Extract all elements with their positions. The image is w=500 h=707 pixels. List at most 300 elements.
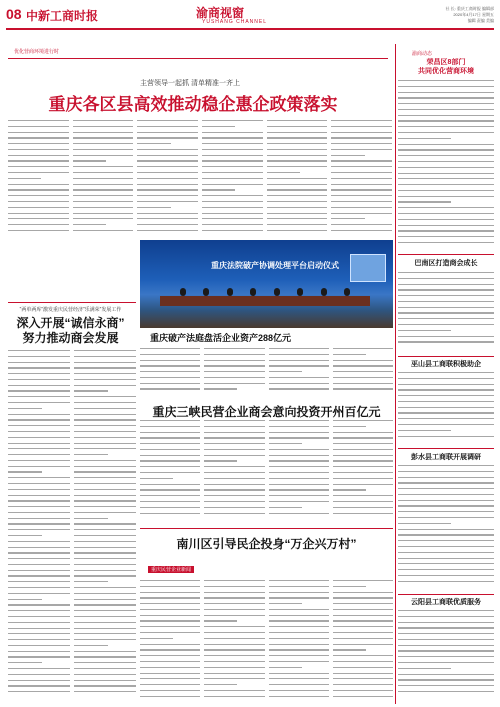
text-line bbox=[8, 570, 70, 571]
text-line bbox=[8, 201, 69, 202]
text-line bbox=[333, 495, 393, 496]
text-line bbox=[269, 432, 329, 433]
text-line bbox=[398, 295, 494, 296]
text-line bbox=[204, 690, 264, 691]
text-line bbox=[333, 655, 393, 656]
text-line bbox=[204, 513, 264, 514]
text-line bbox=[140, 432, 200, 433]
text-line bbox=[267, 224, 328, 225]
text-line bbox=[8, 575, 70, 576]
text-line bbox=[8, 535, 42, 536]
text-line bbox=[140, 513, 200, 514]
text-line bbox=[140, 673, 200, 674]
text-line bbox=[204, 443, 264, 444]
text-line bbox=[74, 593, 136, 594]
text-line bbox=[8, 622, 70, 623]
text-line bbox=[140, 661, 200, 662]
text-line bbox=[8, 587, 70, 588]
text-line bbox=[8, 489, 70, 490]
text-line bbox=[398, 132, 494, 133]
text-line bbox=[8, 230, 69, 231]
text-line bbox=[333, 466, 393, 467]
text-line bbox=[331, 166, 392, 167]
text-line bbox=[74, 350, 136, 351]
text-line bbox=[269, 609, 329, 610]
text-line bbox=[74, 460, 136, 461]
text-line bbox=[74, 495, 136, 496]
text-line bbox=[269, 615, 329, 616]
text-line bbox=[8, 529, 70, 530]
text-line bbox=[398, 691, 494, 692]
text-line bbox=[8, 668, 70, 669]
text-line bbox=[269, 626, 329, 627]
text-line bbox=[269, 365, 329, 366]
text-line bbox=[267, 126, 328, 127]
text-line bbox=[202, 160, 263, 161]
text-line bbox=[398, 436, 494, 437]
text-line bbox=[333, 478, 393, 479]
text-line bbox=[204, 667, 264, 668]
text-line bbox=[398, 668, 451, 669]
text-line bbox=[140, 443, 200, 444]
text-line bbox=[74, 564, 136, 565]
text-line bbox=[8, 218, 69, 219]
text-line bbox=[204, 655, 264, 656]
text-line bbox=[269, 348, 329, 349]
text-line bbox=[8, 224, 69, 225]
right-rule bbox=[398, 594, 494, 595]
text-line bbox=[140, 649, 200, 650]
text-line bbox=[8, 547, 70, 548]
text-column bbox=[137, 120, 198, 238]
text-line bbox=[140, 377, 200, 378]
text-line bbox=[331, 224, 392, 225]
text-line bbox=[140, 638, 173, 639]
text-line bbox=[267, 201, 328, 202]
text-line bbox=[398, 465, 494, 466]
text-line bbox=[333, 484, 393, 485]
text-line bbox=[398, 144, 494, 145]
text-line bbox=[204, 638, 264, 639]
text-line bbox=[398, 575, 494, 576]
text-line bbox=[204, 489, 264, 490]
text-line bbox=[269, 360, 329, 361]
masthead-info bbox=[294, 6, 494, 24]
text-line bbox=[204, 354, 264, 355]
right-item2-body bbox=[398, 272, 494, 352]
right-item5-body bbox=[398, 610, 494, 702]
text-line bbox=[331, 184, 392, 185]
text-line bbox=[74, 639, 136, 640]
section-tag-left: 优化营商环境进行时 bbox=[14, 49, 60, 55]
text-line bbox=[202, 126, 235, 127]
text-line bbox=[74, 489, 136, 490]
text-line bbox=[398, 120, 494, 121]
text-line bbox=[8, 367, 70, 368]
text-line bbox=[202, 143, 263, 144]
text-line bbox=[8, 149, 69, 150]
text-column bbox=[8, 120, 69, 238]
text-line bbox=[267, 189, 328, 190]
text-line bbox=[74, 662, 136, 663]
text-line bbox=[331, 213, 392, 214]
text-line bbox=[398, 488, 494, 489]
text-line bbox=[331, 126, 392, 127]
text-line bbox=[202, 195, 263, 196]
text-line bbox=[73, 143, 134, 144]
text-line bbox=[398, 213, 494, 214]
text-line bbox=[74, 437, 136, 438]
text-line bbox=[73, 172, 134, 173]
text-line bbox=[269, 661, 329, 662]
text-line bbox=[74, 656, 136, 657]
text-line bbox=[398, 230, 494, 231]
text-column bbox=[269, 580, 329, 702]
text-line bbox=[74, 610, 136, 611]
text-line bbox=[398, 103, 494, 104]
text-line bbox=[398, 109, 494, 110]
text-line bbox=[74, 691, 136, 692]
text-line bbox=[333, 592, 393, 593]
text-line bbox=[8, 639, 70, 640]
text-line bbox=[202, 166, 263, 167]
text-line bbox=[333, 696, 393, 697]
text-line bbox=[398, 92, 494, 93]
text-line bbox=[333, 443, 393, 444]
text-column bbox=[204, 348, 264, 398]
text-line bbox=[204, 377, 264, 378]
text-line bbox=[8, 419, 70, 420]
text-line bbox=[331, 120, 392, 121]
text-line bbox=[398, 242, 494, 243]
text-line bbox=[137, 213, 198, 214]
text-line bbox=[8, 599, 42, 600]
text-line bbox=[269, 455, 329, 456]
text-line bbox=[269, 690, 329, 691]
text-line bbox=[333, 377, 393, 378]
text-line bbox=[74, 633, 136, 634]
text-line bbox=[333, 661, 393, 662]
text-line bbox=[74, 541, 136, 542]
text-line bbox=[398, 418, 494, 419]
text-line bbox=[204, 615, 264, 616]
text-line bbox=[204, 597, 264, 598]
text-line bbox=[74, 483, 136, 484]
text-line bbox=[204, 620, 237, 621]
sub-story-headline-line: 深入开展“诚信永商” bbox=[16, 316, 125, 330]
text-line bbox=[269, 513, 329, 514]
text-line bbox=[204, 507, 264, 508]
text-line bbox=[333, 632, 393, 633]
text-line bbox=[140, 678, 200, 679]
text-line bbox=[74, 402, 136, 403]
text-line bbox=[269, 638, 329, 639]
text-line bbox=[333, 649, 366, 650]
right-rule bbox=[398, 356, 494, 357]
text-line bbox=[333, 371, 393, 372]
text-line bbox=[398, 330, 451, 331]
text-line bbox=[398, 482, 494, 483]
page-number: 08 bbox=[6, 6, 22, 22]
text-line bbox=[398, 324, 494, 325]
text-line bbox=[398, 184, 494, 185]
text-line bbox=[74, 645, 108, 646]
text-line bbox=[398, 546, 494, 547]
text-line bbox=[8, 356, 70, 357]
text-line bbox=[74, 373, 136, 374]
text-line bbox=[398, 336, 494, 337]
text-line bbox=[74, 414, 136, 415]
column-divider bbox=[395, 44, 396, 704]
text-line bbox=[269, 443, 302, 444]
text-line bbox=[398, 167, 494, 168]
text-line bbox=[8, 178, 41, 179]
text-line bbox=[269, 586, 329, 587]
text-line bbox=[137, 143, 170, 144]
lead-kicker: 主营领导一起抓 清单精准一齐上 bbox=[140, 80, 240, 87]
text-line bbox=[331, 230, 392, 231]
text-line bbox=[140, 507, 200, 508]
text-line bbox=[204, 626, 264, 627]
text-line bbox=[269, 478, 329, 479]
text-line bbox=[398, 656, 494, 657]
text-line bbox=[74, 547, 136, 548]
text-line bbox=[398, 312, 494, 313]
text-line bbox=[140, 489, 200, 490]
text-line bbox=[73, 120, 134, 121]
text-line bbox=[74, 367, 136, 368]
text-line bbox=[73, 195, 134, 196]
text-line bbox=[398, 80, 494, 81]
news-photo bbox=[140, 240, 393, 328]
text-line bbox=[204, 501, 264, 502]
text-line bbox=[398, 645, 494, 646]
text-line bbox=[202, 224, 263, 225]
text-line bbox=[8, 362, 70, 363]
text-line bbox=[333, 383, 393, 384]
text-line bbox=[333, 615, 393, 616]
text-line bbox=[333, 348, 393, 349]
text-line bbox=[331, 218, 364, 219]
text-line bbox=[398, 378, 494, 379]
text-line bbox=[74, 581, 108, 582]
text-line bbox=[137, 166, 198, 167]
photo-caption: 重庆破产法庭盘活企业资产288亿元 bbox=[150, 333, 292, 343]
photo-banner-text: 重庆法院破产协调处理平台启动仪式 bbox=[211, 261, 339, 270]
text-line bbox=[202, 218, 263, 219]
text-line bbox=[8, 593, 70, 594]
text-line bbox=[74, 668, 136, 669]
text-line bbox=[140, 365, 200, 366]
text-line bbox=[333, 673, 393, 674]
text-line bbox=[333, 449, 393, 450]
text-line bbox=[8, 558, 70, 559]
text-line bbox=[204, 609, 264, 610]
text-line bbox=[140, 609, 200, 610]
text-line bbox=[269, 684, 329, 685]
text-line bbox=[8, 680, 70, 681]
text-column bbox=[140, 348, 200, 398]
text-line bbox=[204, 466, 264, 467]
masthead bbox=[6, 4, 494, 30]
text-line bbox=[74, 390, 108, 391]
text-line bbox=[140, 455, 200, 456]
text-line bbox=[74, 685, 136, 686]
text-line bbox=[331, 137, 392, 138]
right-item1-line: 共同优化营商环境 bbox=[418, 68, 474, 75]
text-line bbox=[398, 289, 494, 290]
text-line bbox=[74, 529, 136, 530]
text-line bbox=[140, 371, 200, 372]
text-line bbox=[8, 460, 70, 461]
text-line bbox=[140, 360, 200, 361]
text-line bbox=[333, 626, 393, 627]
right-item3-body bbox=[398, 372, 494, 444]
text-line bbox=[73, 184, 134, 185]
text-line bbox=[398, 401, 494, 402]
text-line bbox=[267, 213, 328, 214]
text-line bbox=[140, 388, 200, 389]
photo-story-body-text bbox=[140, 348, 393, 398]
text-line bbox=[8, 477, 70, 478]
text-line bbox=[8, 213, 69, 214]
text-line bbox=[8, 385, 70, 386]
text-line bbox=[73, 166, 134, 167]
story3-body-text bbox=[140, 420, 393, 524]
text-line bbox=[140, 449, 200, 450]
text-line bbox=[331, 207, 392, 208]
sub-story-headline bbox=[8, 316, 133, 346]
text-line bbox=[8, 552, 70, 553]
text-line bbox=[8, 132, 69, 133]
text-line bbox=[74, 466, 136, 467]
text-line bbox=[137, 126, 198, 127]
text-line bbox=[137, 189, 198, 190]
text-line bbox=[73, 230, 134, 231]
text-line bbox=[8, 184, 69, 185]
text-line bbox=[8, 443, 70, 444]
text-line bbox=[8, 126, 69, 127]
text-line bbox=[74, 419, 136, 420]
text-line bbox=[333, 432, 393, 433]
text-line bbox=[140, 460, 200, 461]
text-line bbox=[202, 149, 263, 150]
text-line bbox=[140, 348, 200, 349]
text-line bbox=[398, 581, 494, 582]
text-line bbox=[8, 656, 70, 657]
text-line bbox=[269, 371, 302, 372]
text-line bbox=[140, 597, 200, 598]
text-line bbox=[8, 431, 70, 432]
text-line bbox=[398, 685, 494, 686]
text-line bbox=[8, 390, 70, 391]
text-line bbox=[202, 132, 263, 133]
text-line bbox=[269, 696, 329, 697]
text-column bbox=[269, 348, 329, 398]
text-line bbox=[333, 513, 393, 514]
text-line bbox=[204, 684, 237, 685]
text-line bbox=[73, 201, 134, 202]
text-column bbox=[269, 420, 329, 524]
text-line bbox=[74, 558, 136, 559]
text-line bbox=[202, 120, 263, 121]
text-line bbox=[333, 597, 393, 598]
text-line bbox=[398, 395, 494, 396]
text-line bbox=[8, 685, 70, 686]
text-line bbox=[398, 540, 494, 541]
text-line bbox=[8, 616, 70, 617]
text-line bbox=[204, 649, 264, 650]
text-line bbox=[269, 472, 329, 473]
text-column bbox=[398, 372, 494, 444]
text-line bbox=[202, 184, 263, 185]
sub-story-rule bbox=[8, 302, 136, 303]
text-line bbox=[8, 495, 70, 496]
text-line bbox=[269, 383, 329, 384]
text-line bbox=[140, 655, 200, 656]
text-line bbox=[398, 97, 494, 98]
text-column bbox=[333, 420, 393, 524]
text-line bbox=[8, 645, 70, 646]
text-line bbox=[333, 609, 393, 610]
text-line bbox=[140, 667, 200, 668]
right-column bbox=[398, 44, 494, 704]
text-line bbox=[74, 512, 136, 513]
sub-story-headline-line: 努力推动商会发展 bbox=[22, 331, 119, 345]
text-line bbox=[267, 230, 328, 231]
text-line bbox=[398, 207, 494, 208]
text-line bbox=[74, 425, 136, 426]
section-subtitle: YUSHANG CHANNEL bbox=[202, 19, 268, 25]
sub-story-body-text bbox=[8, 350, 136, 702]
text-line bbox=[333, 426, 366, 427]
text-line bbox=[398, 115, 494, 116]
text-line bbox=[398, 430, 451, 431]
text-line bbox=[140, 472, 200, 473]
text-line bbox=[204, 603, 264, 604]
text-line bbox=[269, 377, 329, 378]
text-line bbox=[202, 172, 263, 173]
text-line bbox=[202, 189, 235, 190]
text-line bbox=[333, 365, 393, 366]
text-line bbox=[398, 219, 494, 220]
text-line bbox=[398, 477, 494, 478]
text-line bbox=[8, 396, 70, 397]
text-line bbox=[8, 604, 70, 605]
text-column bbox=[73, 120, 134, 238]
text-line bbox=[74, 552, 136, 553]
text-line bbox=[74, 523, 136, 524]
text-line bbox=[74, 362, 136, 363]
text-line bbox=[8, 160, 69, 161]
masthead-info-line: 社 长: 重庆工商时报 编辑部 bbox=[445, 6, 494, 11]
text-line bbox=[333, 620, 393, 621]
text-line bbox=[8, 691, 70, 692]
text-line bbox=[269, 649, 329, 650]
right-item3-headline: 巫山县工商联积极助企 bbox=[411, 361, 481, 368]
text-line bbox=[74, 651, 136, 652]
text-line bbox=[398, 126, 494, 127]
text-line bbox=[204, 460, 237, 461]
text-line bbox=[73, 218, 134, 219]
text-line bbox=[74, 680, 136, 681]
text-line bbox=[204, 348, 264, 349]
section-tag-mid: 重庆民营企业新闻 bbox=[148, 566, 194, 573]
text-line bbox=[398, 161, 494, 162]
text-line bbox=[269, 388, 329, 389]
text-line bbox=[8, 506, 70, 507]
text-line bbox=[398, 500, 494, 501]
